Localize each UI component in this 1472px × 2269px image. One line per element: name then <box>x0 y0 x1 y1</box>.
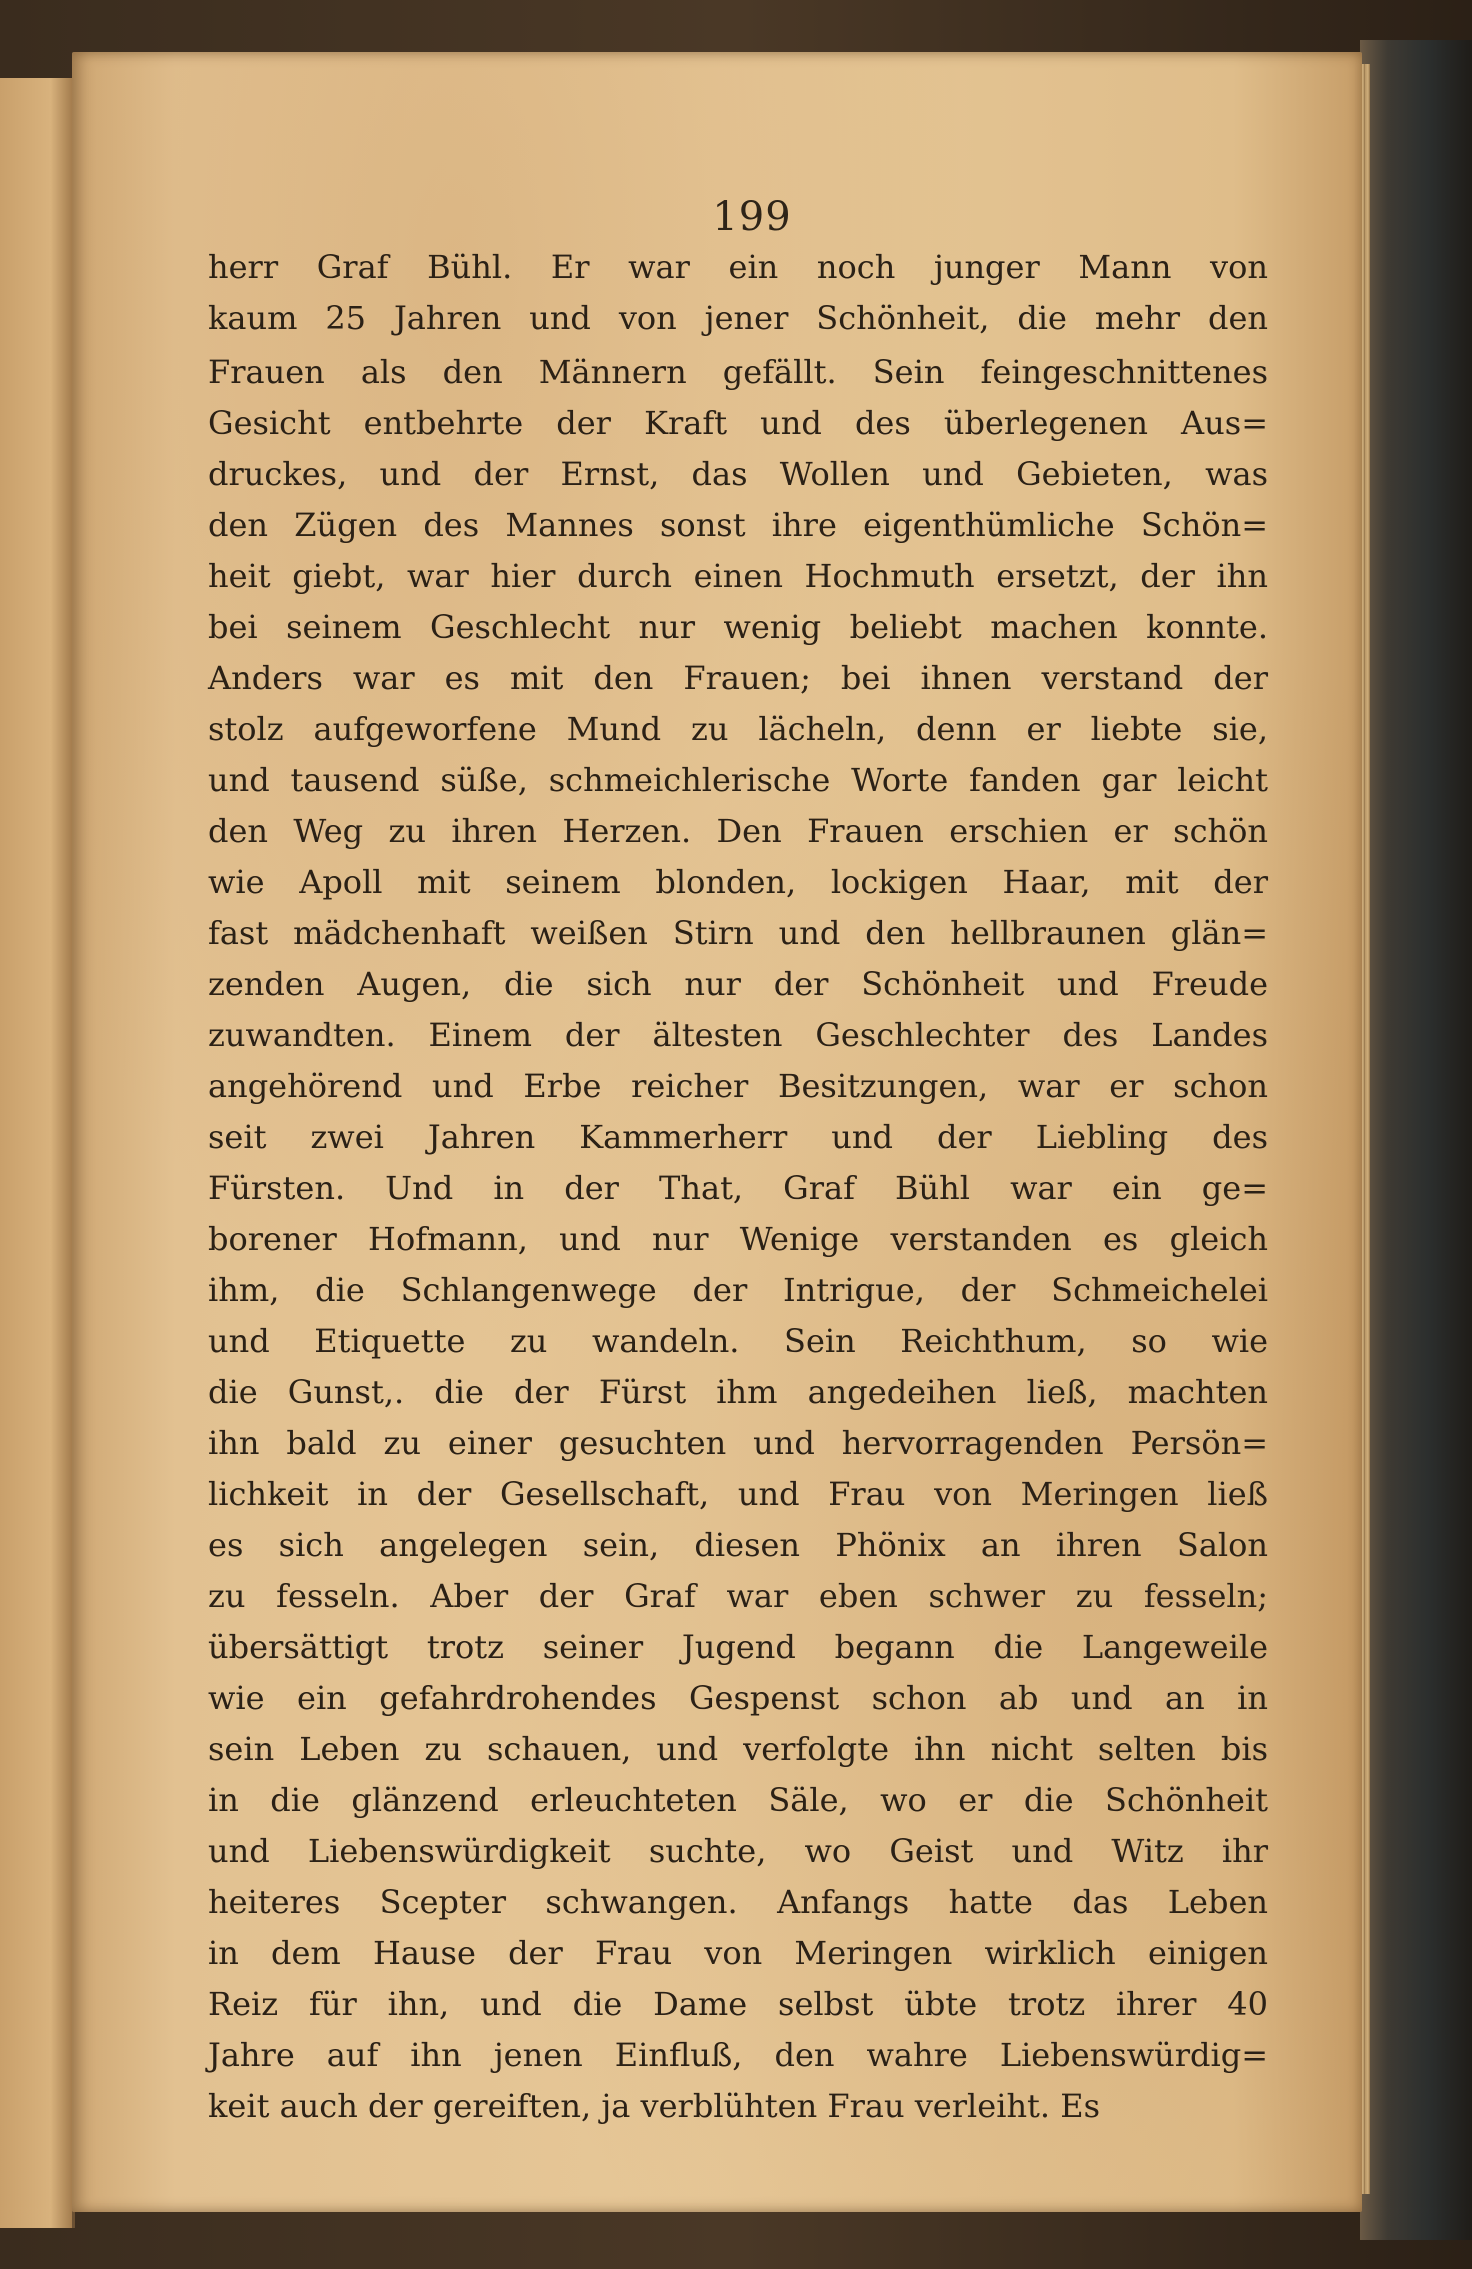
text-line: den Zügen des Mannes sonst ihre eigenthümliche Schön= <box>208 506 1268 544</box>
text-line: Jahre auf ihn jenen Einfluß, den wahre Liebenswürdig= <box>208 2036 1268 2074</box>
text-line: bei seinem Geschlecht nur wenig beliebt machen konnte. <box>208 608 1268 646</box>
text-line: den Weg zu ihren Herzen. Den Frauen erschien er schön <box>208 812 1268 850</box>
text-line: ihn bald zu einer gesuchten und hervorragenden Persön= <box>208 1424 1268 1462</box>
text-line: und Liebenswürdigkeit suchte, wo Geist und Witz ihr <box>208 1832 1268 1870</box>
text-line: in dem Hause der Frau von Meringen wirklich einigen <box>208 1934 1268 1972</box>
text-line: angehörend und Erbe reicher Besitzungen, war er schon <box>208 1067 1268 1105</box>
text-line: Reiz für ihn, und die Dame selbst übte trotz ihrer 40 <box>208 1985 1268 2023</box>
text-line: kaum 25 Jahren und von jener Schönheit, die mehr den <box>208 299 1268 337</box>
book-page <box>72 52 1362 2212</box>
facing-page-edge <box>0 78 75 2228</box>
text-line: in die glänzend erleuchteten Säle, wo er die Schönheit <box>208 1781 1268 1819</box>
text-line: heiteres Scepter schwangen. Anfangs hatte das Leben <box>208 1883 1268 1921</box>
text-line: zenden Augen, die sich nur der Schönheit und Freude <box>208 965 1268 1003</box>
text-line: seit zwei Jahren Kammerherr und der Liebling des <box>208 1118 1268 1156</box>
text-line: zu fesseln. Aber der Graf war eben schwer zu fesseln; <box>208 1577 1268 1615</box>
text-line: und Etiquette zu wandeln. Sein Reichthum, so wie <box>208 1322 1268 1360</box>
text-line: sein Leben zu schauen, und verfolgte ihn nicht selten bis <box>208 1730 1268 1768</box>
text-line: wie ein gefahrdrohendes Gespenst schon ab und an in <box>208 1679 1268 1717</box>
text-line: lichkeit in der Gesellschaft, und Frau von Meringen ließ <box>208 1475 1268 1513</box>
text-line: druckes, und der Ernst, das Wollen und Gebieten, was <box>208 455 1268 493</box>
text-line: die Gunst,. die der Fürst ihm angedeihen ließ, machten <box>208 1373 1268 1411</box>
text-line: ihm, die Schlangenwege der Intrigue, der Schmeichelei <box>208 1271 1268 1309</box>
text-line: Frauen als den Männern gefällt. Sein feingeschnittenes <box>208 353 1268 391</box>
text-line: Anders war es mit den Frauen; bei ihnen verstand der <box>208 659 1268 697</box>
text-line: und tausend süße, schmeichlerische Worte fanden gar leicht <box>208 761 1268 799</box>
text-line: übersättigt trotz seiner Jugend begann die Langeweile <box>208 1628 1268 1666</box>
book-cover-edge <box>1360 40 1472 2240</box>
text-line: wie Apoll mit seinem blonden, lockigen Haar, mit der <box>208 863 1268 901</box>
page-number: 199 <box>712 194 792 240</box>
text-line: Fürsten. Und in der That, Graf Bühl war ein ge= <box>208 1169 1268 1207</box>
text-line: keit auch der gereiften, ja verblühten Frau verleiht. Es <box>208 2087 1101 2125</box>
text-line: herr Graf Bühl. Er war ein noch junger Mann von <box>208 248 1268 286</box>
text-line: es sich angelegen sein, diesen Phönix an ihren Salon <box>208 1526 1268 1564</box>
text-line: heit giebt, war hier durch einen Hochmuth ersetzt, der ihn <box>208 557 1268 595</box>
text-line: stolz aufgeworfene Mund zu lächeln, denn er liebte sie, <box>208 710 1268 748</box>
text-line: borener Hofmann, und nur Wenige verstanden es gleich <box>208 1220 1268 1258</box>
text-line: fast mädchenhaft weißen Stirn und den hellbraunen glän= <box>208 914 1268 952</box>
text-line: Gesicht entbehrte der Kraft und des überlegenen Aus= <box>208 404 1268 442</box>
text-line: zuwandten. Einem der ältesten Geschlechter des Landes <box>208 1016 1268 1054</box>
